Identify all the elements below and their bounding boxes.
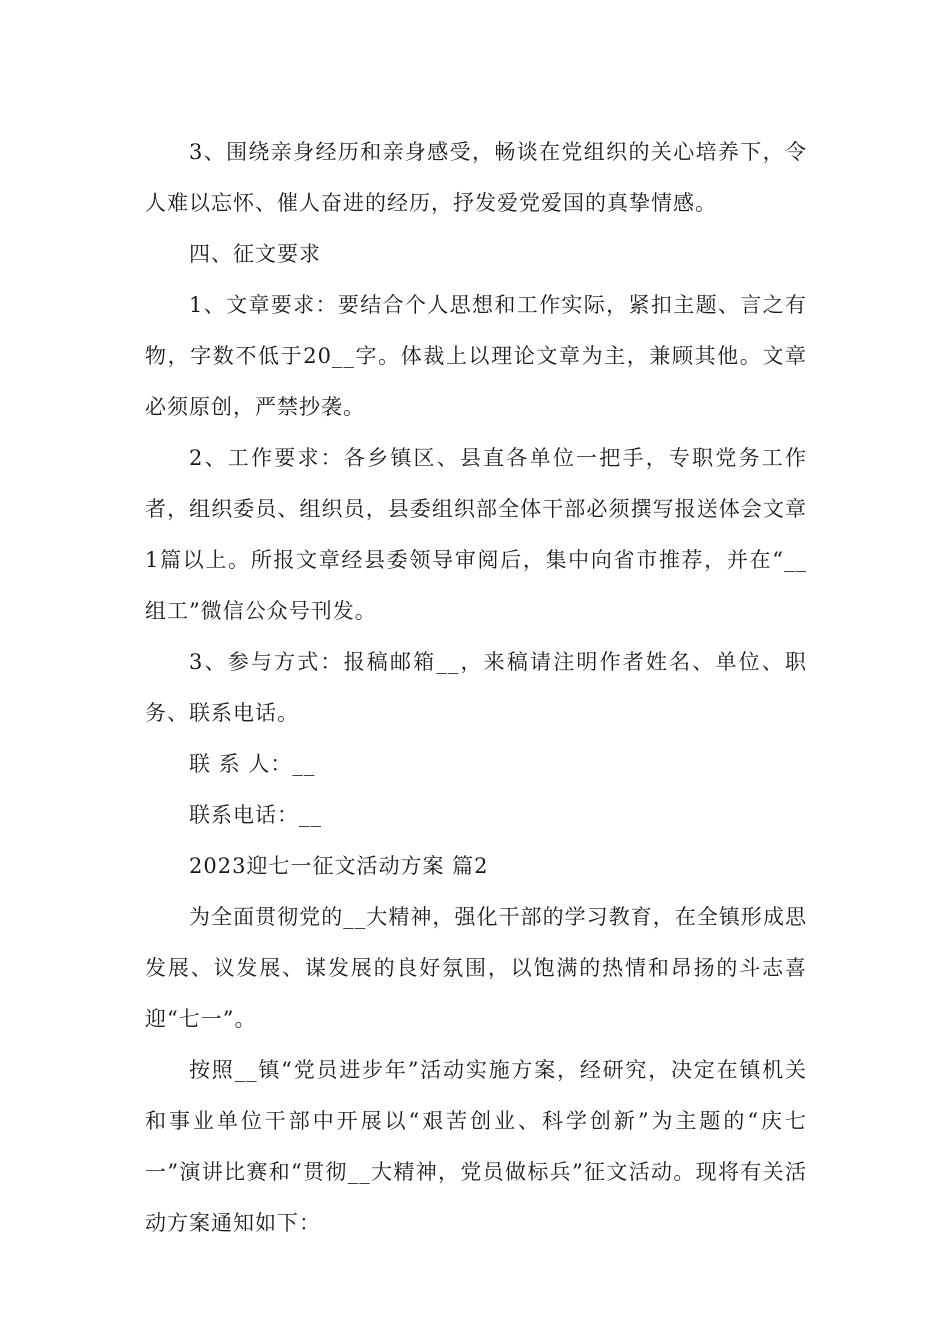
section-title-part2: 2023迎七一征文活动方案 篇2 <box>189 854 489 878</box>
paragraph-item-3-experience: 3、围绕亲身经历和亲身感受，畅谈在党组织的关心培养下，令人难以忘怀、催人奋进的经历，抒发爱党爱国的真挚情感。 <box>145 140 807 215</box>
paragraph-work-requirements: 2、工作要求：各乡镇区、县直各单位一把手，专职党务工作者，组织委员、组织员，县委组织部全体干部必须撰写报送体会文章1篇以上。所报文章经县委领导审阅后，集中向省市推荐，并在“__组工”微信公众号刊发。 <box>145 446 807 623</box>
contact-person: 联 系 人：__ <box>189 752 316 776</box>
paragraph-article-requirements: 1、文章要求：要结合个人思想和工作实际，紧扣主题、言之有物，字数不低于20__字。体裁上以理论文章为主，兼顾其他。文章必须原创，严禁抄袭。 <box>145 293 807 419</box>
paragraph-participation: 3、参与方式：报稿邮箱__，来稿请注明作者姓名、单位、职务、联系电话。 <box>145 650 807 725</box>
paragraph-activity-plan: 按照__镇“党员进步年”活动实施方案，经研究，决定在镇机关和事业单位干部中开展以“艰苦创业、科学创新”为主题的“庆七一”演讲比赛和“贯彻__大精神，党员做标兵”征文活动。现将有关活动方案通知如下： <box>145 1058 807 1235</box>
section-heading-requirements: 四、征文要求 <box>189 242 321 266</box>
paragraph-intro: 为全面贯彻党的__大精神，强化干部的学习教育，在全镇形成思发展、议发展、谋发展的良好氛围，以饱满的热情和昂扬的斗志喜迎“七一”。 <box>145 905 807 1031</box>
contact-phone: 联系电话：__ <box>189 803 322 827</box>
